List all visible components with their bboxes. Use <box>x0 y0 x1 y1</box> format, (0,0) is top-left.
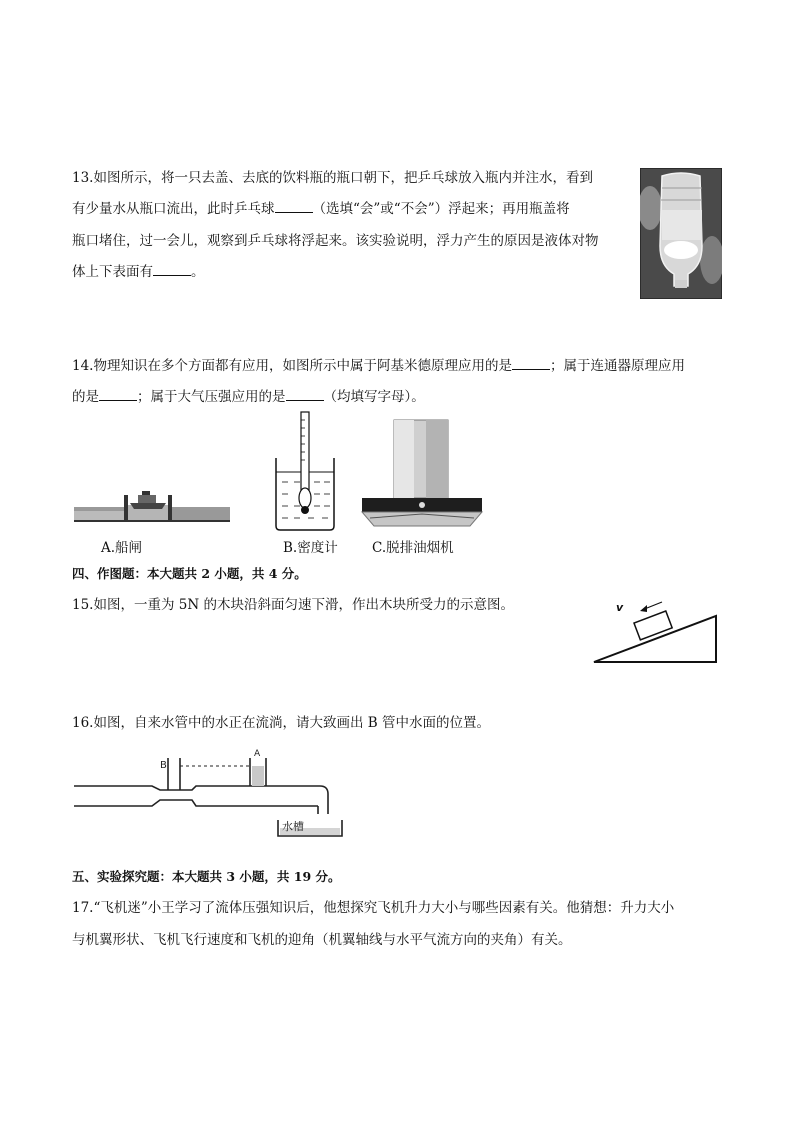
section-4-heading: 四、作图题：本大题共 2 小题，共 4 分。 <box>72 566 307 581</box>
q14-line-2c: （均填写字母）。 <box>323 389 425 405</box>
q13-line-4 <box>72 260 205 280</box>
q14-line-1a: 14.物理知识在多个方面都有应用，如图所示中属于阿基米德原理应用的是 <box>72 358 512 374</box>
q14-line-1b: ；属于连通器原理应用 <box>549 358 685 374</box>
velocity-label: v <box>616 601 624 614</box>
hydrometer-figure <box>272 410 338 532</box>
answer-blank[interactable] <box>512 357 550 370</box>
q13-line-2b: （选填“会”或“不会”）浮起来；再用瓶盖将 <box>312 201 570 217</box>
caption-b: B.密度计 <box>283 540 338 556</box>
section-5-heading: 五、实验探究题：本大题共 3 小题，共 19 分。 <box>72 869 341 884</box>
label-a: A <box>254 749 261 759</box>
answer-blank[interactable] <box>153 263 191 276</box>
q13-line-2 <box>72 197 570 217</box>
q13-line-2a: 有少量水从瓶口流出，此时乒乓球 <box>72 201 275 217</box>
caption-a: A.船闸 <box>101 540 143 556</box>
incline-figure <box>590 596 720 666</box>
q14-line-2 <box>72 385 425 405</box>
water-pipe-figure <box>72 742 354 846</box>
answer-blank[interactable] <box>99 388 137 401</box>
range-hood-figure <box>360 418 484 528</box>
q13-line-3: 瓶口堵住，过一会儿，观察到乒乓球将浮起来。该实验说明，浮力产生的原因是液体对物 <box>72 233 599 249</box>
ship-lock-figure <box>72 485 232 527</box>
caption-c: C.脱排油烟机 <box>372 540 454 556</box>
q13-line-4b: 。 <box>191 264 205 280</box>
q17-line-1: 17.“飞机迷”小王学习了流体压强知识后，他想探究飞机升力大小与哪些因素有关。他猜想：升力大小 <box>72 900 675 916</box>
q14-line-2b: ；属于大气压强应用的是 <box>137 389 286 405</box>
q14-line-2a: 的是 <box>72 389 99 405</box>
answer-blank[interactable] <box>275 200 313 213</box>
q15-text: 15.如图，一重为 5N 的木块沿斜面匀速下滑，作出木块所受力的示意图。 <box>72 597 514 613</box>
q13-line-1: 13.如图所示，将一只去盖、去底的饮料瓶的瓶口朝下，把乒乓球放入瓶内并注水，看到 <box>72 170 593 186</box>
bottle-photo <box>640 168 722 299</box>
label-b: B <box>160 760 167 771</box>
q16-text: 16.如图，自来水管中的水正在流淌，请大致画出 B 管中水面的位置。 <box>72 715 490 731</box>
q14-line-1 <box>72 354 685 374</box>
answer-blank[interactable] <box>286 388 324 401</box>
q13-line-4a: 体上下表面有 <box>72 264 153 280</box>
label-tank: 水槽 <box>282 820 304 833</box>
q17-line-2: 与机翼形状、飞机飞行速度和飞机的迎角（机翼轴线与水平气流方向的夹角）有关。 <box>72 932 572 948</box>
